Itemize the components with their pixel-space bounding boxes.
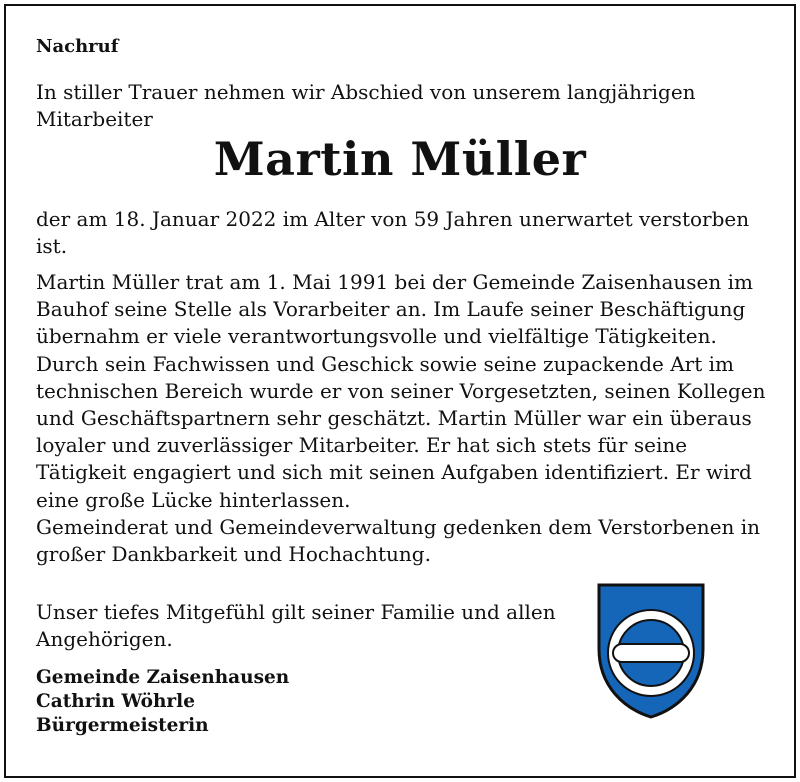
intro-text: In stiller Trauer nehmen wir Abschied von unserem langjährigen Mitarbeiter — [36, 80, 696, 131]
biography — [36, 269, 771, 568]
signature-person: Cathrin Wöhrle — [36, 691, 195, 712]
biography-paragraph: Martin Müller trat am 1. Mai 1991 bei der Gemeinde Zaisenhausen im Bauhof seine Stelle als Vorarbeiter an. Im Laufe seiner Beschäftigung übernahm er viele verantwortungsvolle und vielfältige Tätigkeiten. Durch sein Fachwissen und Geschick sowie seine zupackende Art im technischen Bereich wurde er von seiner Vorgesetzten, seinen Kollegen und Geschäftspartnern sehr geschätzt. Martin Müller war ein überaus loyaler und zuverlässiger Mitarbeiter. Er hat sich stets für seine Tätigkeit engagiert und sich mit seinen Aufgaben identifiziert. Er wird eine große Lücke hinterlassen. — [36, 270, 766, 512]
sympathy-text: Unser tiefes Mitgefühl gilt seiner Familie und allen Angehörigen. — [36, 600, 556, 651]
notice-heading: Nachruf — [36, 36, 119, 57]
signature-role: Bürgermeisterin — [36, 715, 209, 736]
deceased-name: Martin Müller — [213, 132, 587, 186]
signature-block — [36, 666, 289, 738]
obituary-notice — [4, 4, 796, 778]
coat-of-arms-icon — [597, 583, 705, 719]
signature-organization: Gemeinde Zaisenhausen — [36, 667, 290, 688]
death-statement: der am 18. Januar 2022 im Alter von 59 Jahren unerwartet verstorben ist. — [36, 207, 750, 258]
condolence-paragraph: Gemeinderat und Gemeindeverwaltung gedenken dem Verstorbenen in großer Dankbarkeit und Hochachtung. — [36, 514, 761, 567]
